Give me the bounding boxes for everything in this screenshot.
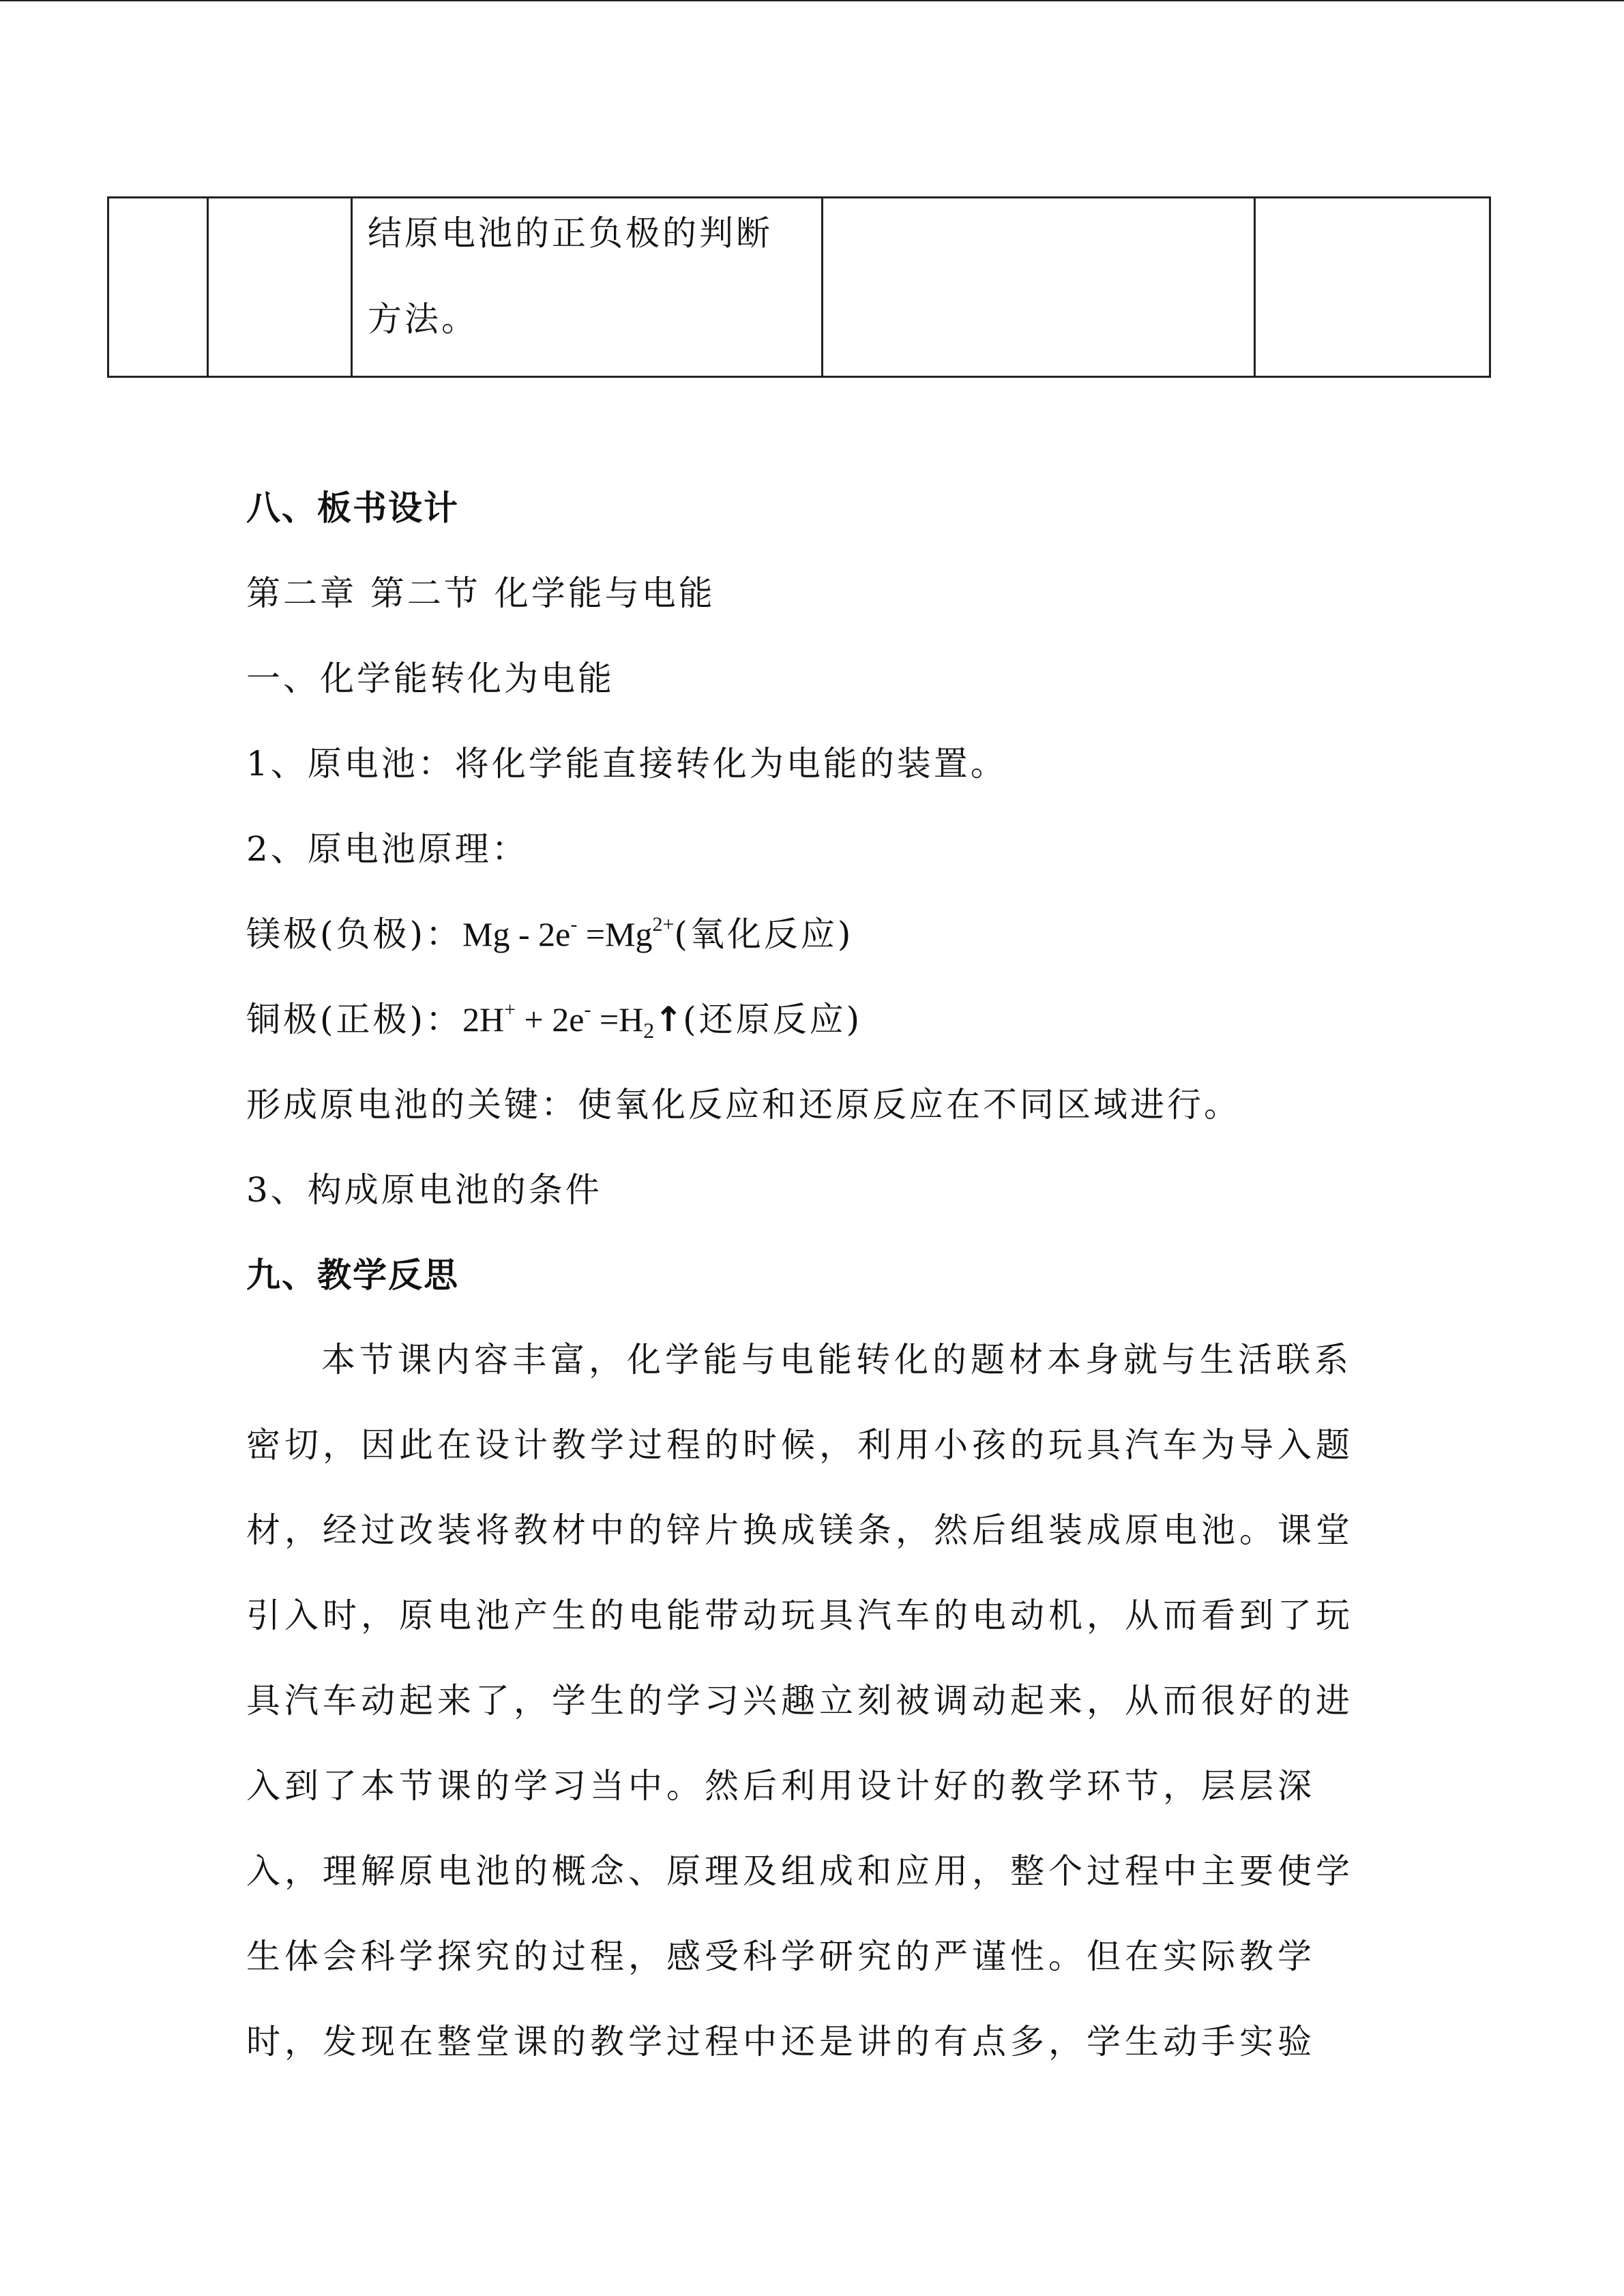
reflection-line: 生体会科学探究的过程，感受科学研究的严谨性。但在实际教学 [246, 1937, 1316, 1976]
reflection-line: 入到了本节课的学习当中。然后利用设计好的教学环节，层层深 [246, 1766, 1316, 1806]
reflection-line: 入，理解原电池的概念、原理及组成和应用，整个过程中主要使学 [246, 1851, 1354, 1891]
section-heading-board-design: 八、板书设计 [246, 488, 459, 528]
cu-equation: $2H^+ + 2e^- =H_2↑$ [462, 998, 683, 1043]
reflection-line: 材，经过改装将教材中的锌片换成镁条，然后组装成原电池。课堂 [246, 1510, 1354, 1550]
subsection-title: 一、化学能转化为电能 [246, 659, 615, 698]
cu-electrode-line [246, 989, 1365, 1074]
mg-electrode-label: 镁极(负极)： [246, 914, 463, 954]
cu-reaction-type: (还原反应) [683, 1000, 863, 1039]
table-cell-text [353, 190, 821, 362]
page-top-border [0, 0, 1624, 1]
reflection-paragraph [246, 1317, 1358, 2085]
table-cell-2 [208, 198, 352, 377]
table-cell-3 [352, 198, 823, 377]
cell-line-2: 方法。 [368, 299, 478, 339]
reflection-line: 时，发现在整堂课的教学过程中还是讲的有点多，学生动手实验 [246, 2022, 1316, 2061]
mg-equation: $Mg - 2e^- =Mg^{2+}$ [462, 913, 675, 953]
mg-reaction-type: (氧化反应) [674, 914, 854, 954]
principle-item: 2、原电池原理： [246, 829, 529, 869]
reflection-line: 本节课内容丰富，化学能与电能转化的题材本身就与生活联系 [321, 1340, 1353, 1380]
cell-line-1: 结原电池的正负极的判断 [368, 213, 773, 253]
definition-item: 1、原电池：将化学能直接转化为电能的装置。 [246, 744, 1007, 784]
reflection-line: 具汽车动起来了，学生的学习兴趣立刻被调动起来，从而很好的进 [246, 1681, 1354, 1720]
table-cell-1 [108, 198, 208, 377]
gas-arrow-icon: ↑ [654, 1000, 683, 1039]
document-body [246, 477, 1365, 2085]
table-cell-5 [1255, 198, 1490, 377]
reflection-line: 密切，因此在设计教学过程的时候，利用小孩的玩具汽车为导入题 [246, 1425, 1354, 1465]
section-heading-reflection: 九、教学反思 [246, 1255, 459, 1295]
conditions-item: 3、构成原电池的条件 [246, 1170, 602, 1210]
key-point: 形成原电池的关键：使氧化反应和还原反应在不同区域进行。 [246, 1085, 1241, 1124]
table-cell-4 [823, 198, 1255, 377]
reflection-line: 引入时，原电池产生的电能带动玩具汽车的电动机，从而看到了玩 [246, 1596, 1354, 1635]
continued-lesson-table [107, 196, 1491, 378]
chapter-title: 第二章 第二节 化学能与电能 [246, 573, 715, 613]
mg-electrode-line [246, 904, 1365, 989]
cu-electrode-label: 铜极(正极)： [246, 1000, 463, 1039]
table-row [108, 198, 1490, 377]
